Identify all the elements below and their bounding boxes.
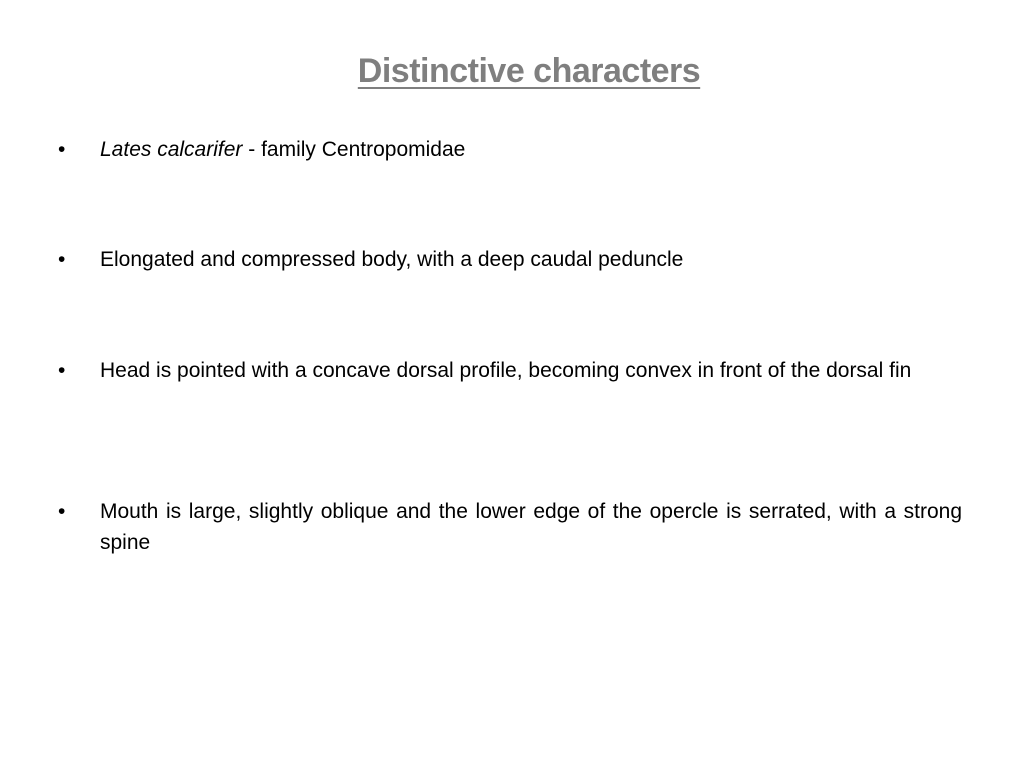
bullet-item-mouth xyxy=(58,496,962,558)
bullet-item-head xyxy=(58,355,962,386)
bullet-text: Elongated and compressed body, with a deep caudal peduncle xyxy=(100,248,684,271)
bullet-item-body xyxy=(58,244,962,275)
species-separator: - xyxy=(242,138,262,161)
bullet-text: Head is pointed with a concave dorsal profile, becoming convex in front of the dorsal fin xyxy=(100,359,912,382)
bullet-marker: • xyxy=(58,248,66,271)
bullet-item-species xyxy=(58,134,962,165)
bullet-marker: • xyxy=(58,359,66,382)
bullet-marker: • xyxy=(58,500,66,523)
slide-title: Distinctive characters xyxy=(357,52,701,90)
bullet-text: Mouth is large, slightly oblique and the lower edge of the opercle is serrated, with a strong spine xyxy=(100,500,962,554)
family-text: family Centropomidae xyxy=(261,138,466,161)
bullet-marker: • xyxy=(58,138,66,161)
bullet-text xyxy=(100,134,962,165)
species-name: Lates calcarifer xyxy=(100,138,243,161)
